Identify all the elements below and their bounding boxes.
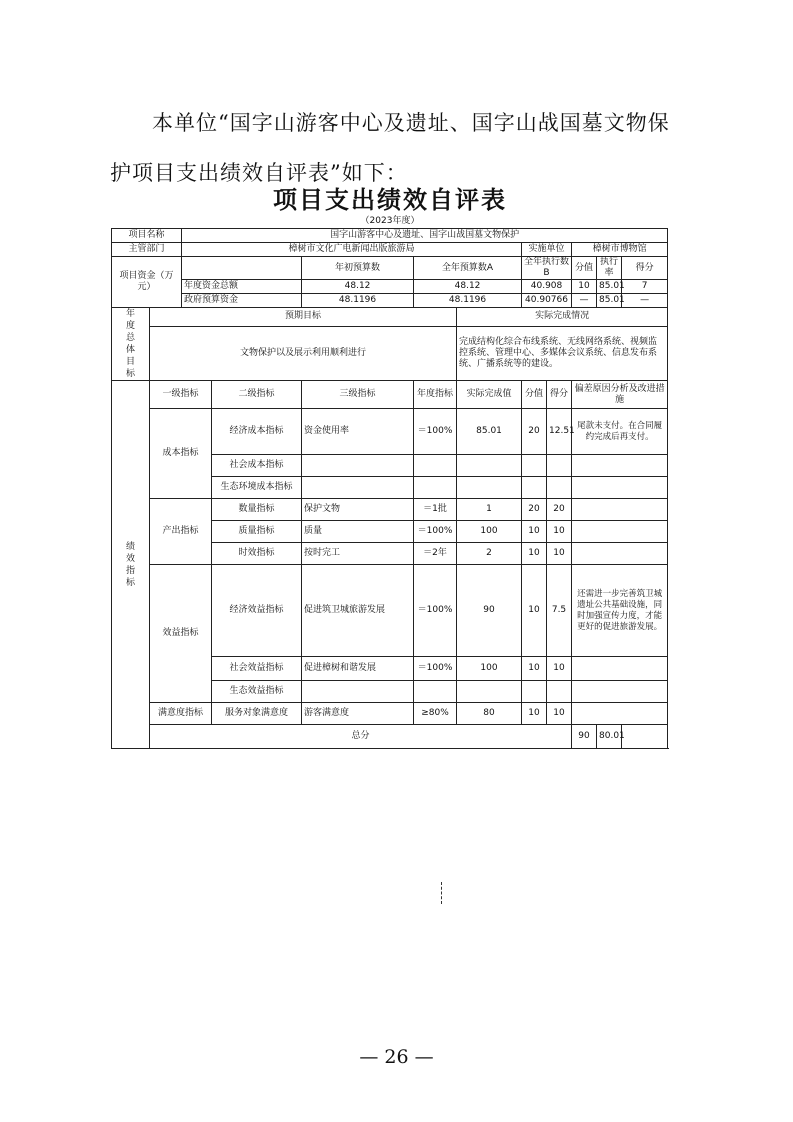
- indicator-row: [112, 499, 668, 521]
- intro-line-1: 本单位“国字山游客中心及遗址、国字山战国墓文物保: [152, 111, 670, 135]
- goals-header-row: [112, 308, 668, 327]
- satisfaction-target: ≥80%: [414, 703, 457, 725]
- benefit-social-target: ＝100%: [414, 657, 457, 681]
- header-l3: 三级指标: [302, 381, 414, 409]
- funds-header-row: [112, 257, 668, 280]
- goals-label: [112, 308, 150, 381]
- performance-table: [111, 228, 668, 749]
- total-row: [112, 725, 668, 749]
- output-quality-l2: 质量指标: [212, 521, 302, 543]
- funds-row-full: 48.1196: [414, 294, 522, 308]
- output-time-l3: 按时完工: [302, 543, 414, 565]
- funds-row-exec: 40.908: [522, 280, 572, 294]
- benefit-social-actual: 100: [457, 657, 522, 681]
- benefit-social-score: 10: [522, 657, 547, 681]
- department-value: 樟树市文化广电新闻出版旅游局: [182, 243, 522, 257]
- output-l1: 产出指标: [150, 499, 212, 565]
- eco-cost-l2: 生态环境成本指标: [212, 477, 302, 499]
- cost-got: 12.51: [547, 409, 572, 455]
- output-quantity-target: ＝1批: [414, 499, 457, 521]
- intro-line-2: 护项目支出绩效自评表”如下：: [110, 161, 408, 185]
- cost-reason: 尾款未支付。在合同履约完成后再支付。: [572, 409, 668, 455]
- cost-score: 20: [522, 409, 547, 455]
- department-label: 主管部门: [112, 243, 182, 257]
- benefit-econ-got: 7.5: [547, 565, 572, 657]
- output-time-target: ＝2年: [414, 543, 457, 565]
- total-got: 80.01: [597, 725, 622, 749]
- benefit-eco-l2: 生态效益指标: [212, 681, 302, 703]
- benefit-social-got: 10: [547, 657, 572, 681]
- output-quantity-l2: 数量指标: [212, 499, 302, 521]
- scan-mark: [441, 882, 443, 904]
- output-quality-actual: 100: [457, 521, 522, 543]
- project-name-value: 国字山游客中心及遗址、国字山战国墓文物保护: [182, 229, 668, 243]
- cost-l3: 资金使用率: [302, 409, 414, 455]
- funds-col-initial: 年初预算数: [302, 257, 414, 280]
- funds-row-name: 政府预算资金: [182, 294, 302, 308]
- header-target: 年度指标: [414, 381, 457, 409]
- benefit-social-l3: 促进樟树和谐发展: [302, 657, 414, 681]
- cost-l2: 经济成本指标: [212, 409, 302, 455]
- output-quality-got: 10: [547, 521, 572, 543]
- satisfaction-got: 10: [547, 703, 572, 725]
- department-row: [112, 243, 668, 257]
- funds-row-initial: 48.12: [302, 280, 414, 294]
- project-name-label: 项目名称: [112, 229, 182, 243]
- funds-row-score: —: [572, 294, 597, 308]
- cost-target: ＝100%: [414, 409, 457, 455]
- total-label: 总分: [150, 725, 572, 749]
- implementer-value: 樟树市博物馆: [572, 243, 668, 257]
- funds-blank-header: [182, 257, 302, 280]
- funds-row-name: 年度资金总额: [182, 280, 302, 294]
- header-l1: 一级指标: [150, 381, 212, 409]
- funds-col-rate: 执行率: [597, 257, 622, 280]
- satisfaction-l1: 满意度指标: [150, 703, 212, 725]
- cost-l1: 成本指标: [150, 409, 212, 499]
- funds-col-got: 得分: [622, 257, 668, 280]
- header-actual: 实际完成值: [457, 381, 522, 409]
- funds-row: [112, 280, 668, 294]
- funds-row: [112, 294, 668, 308]
- indicator-row: [112, 565, 668, 657]
- output-quality-target: ＝100%: [414, 521, 457, 543]
- table-year: （2023年度）: [360, 216, 420, 226]
- page-number: — 26 —: [359, 1046, 434, 1068]
- funds-label: 项目资金（万元）: [112, 257, 182, 308]
- output-quantity-score: 20: [522, 499, 547, 521]
- indicators-side-text: 绩效指标: [125, 541, 135, 588]
- satisfaction-score: 10: [522, 703, 547, 725]
- goals-label-text: 年度总体目标: [125, 309, 135, 379]
- funds-row-rate: 85.01: [597, 280, 622, 294]
- social-cost-l2: 社会成本指标: [212, 455, 302, 477]
- goals-row: [112, 326, 668, 380]
- funds-row-full: 48.12: [414, 280, 522, 294]
- funds-col-full: 全年预算数A: [414, 257, 522, 280]
- satisfaction-l3: 游客满意度: [302, 703, 414, 725]
- goals-expected-label: 预期目标: [150, 308, 457, 327]
- funds-col-score: 分值: [572, 257, 597, 280]
- output-time-got: 10: [547, 543, 572, 565]
- table-title: 项目支出绩效自评表: [273, 185, 507, 214]
- funds-row-score: 10: [572, 280, 597, 294]
- funds-row-got: 7: [622, 280, 668, 294]
- funds-col-exec: 全年执行数B: [522, 257, 572, 280]
- implementer-label: 实施单位: [522, 243, 572, 257]
- header-got: 得分: [547, 381, 572, 409]
- output-quality-score: 10: [522, 521, 547, 543]
- benefit-econ-target: ＝100%: [414, 565, 457, 657]
- goals-actual-label: 实际完成情况: [457, 308, 668, 327]
- funds-row-got: —: [622, 294, 668, 308]
- benefit-econ-l3: 促进筑卫城旅游发展: [302, 565, 414, 657]
- satisfaction-actual: 80: [457, 703, 522, 725]
- funds-row-exec: 40.90766: [522, 294, 572, 308]
- total-score: 90: [572, 725, 597, 749]
- benefit-econ-l2: 经济效益指标: [212, 565, 302, 657]
- satisfaction-l2: 服务对象满意度: [212, 703, 302, 725]
- header-reason: 偏差原因分析及改进措施: [572, 381, 668, 409]
- benefit-econ-reason: 还需进一步完善筑卫城遗址公共基础设施，同时加强宣传力度，才能更好的促进旅游发展。: [572, 565, 668, 657]
- output-quality-l3: 质量: [302, 521, 414, 543]
- goals-actual: 完成结构化综合布线系统、无线网络系统、视频监控系统、管理中心、多媒体会议系统、信息发布系统、广播系统等的建设。: [457, 326, 668, 380]
- benefit-l1: 效益指标: [150, 565, 212, 703]
- cost-actual: 85.01: [457, 409, 522, 455]
- funds-row-initial: 48.1196: [302, 294, 414, 308]
- header-l2: 二级指标: [212, 381, 302, 409]
- benefit-econ-score: 10: [522, 565, 547, 657]
- output-time-score: 10: [522, 543, 547, 565]
- indicator-row: [112, 409, 668, 455]
- benefit-econ-actual: 90: [457, 565, 522, 657]
- output-time-actual: 2: [457, 543, 522, 565]
- indicators-side-label: [112, 381, 150, 749]
- goals-expected: 文物保护以及展示利用顺利进行: [150, 326, 457, 380]
- output-quantity-got: 20: [547, 499, 572, 521]
- benefit-social-l2: 社会效益指标: [212, 657, 302, 681]
- indicator-header-row: [112, 381, 668, 409]
- header-score: 分值: [522, 381, 547, 409]
- indicator-row: [112, 703, 668, 725]
- output-quantity-l3: 保护文物: [302, 499, 414, 521]
- output-time-l2: 时效指标: [212, 543, 302, 565]
- funds-row-rate: 85.01: [597, 294, 622, 308]
- output-quantity-actual: 1: [457, 499, 522, 521]
- project-name-row: [112, 229, 668, 243]
